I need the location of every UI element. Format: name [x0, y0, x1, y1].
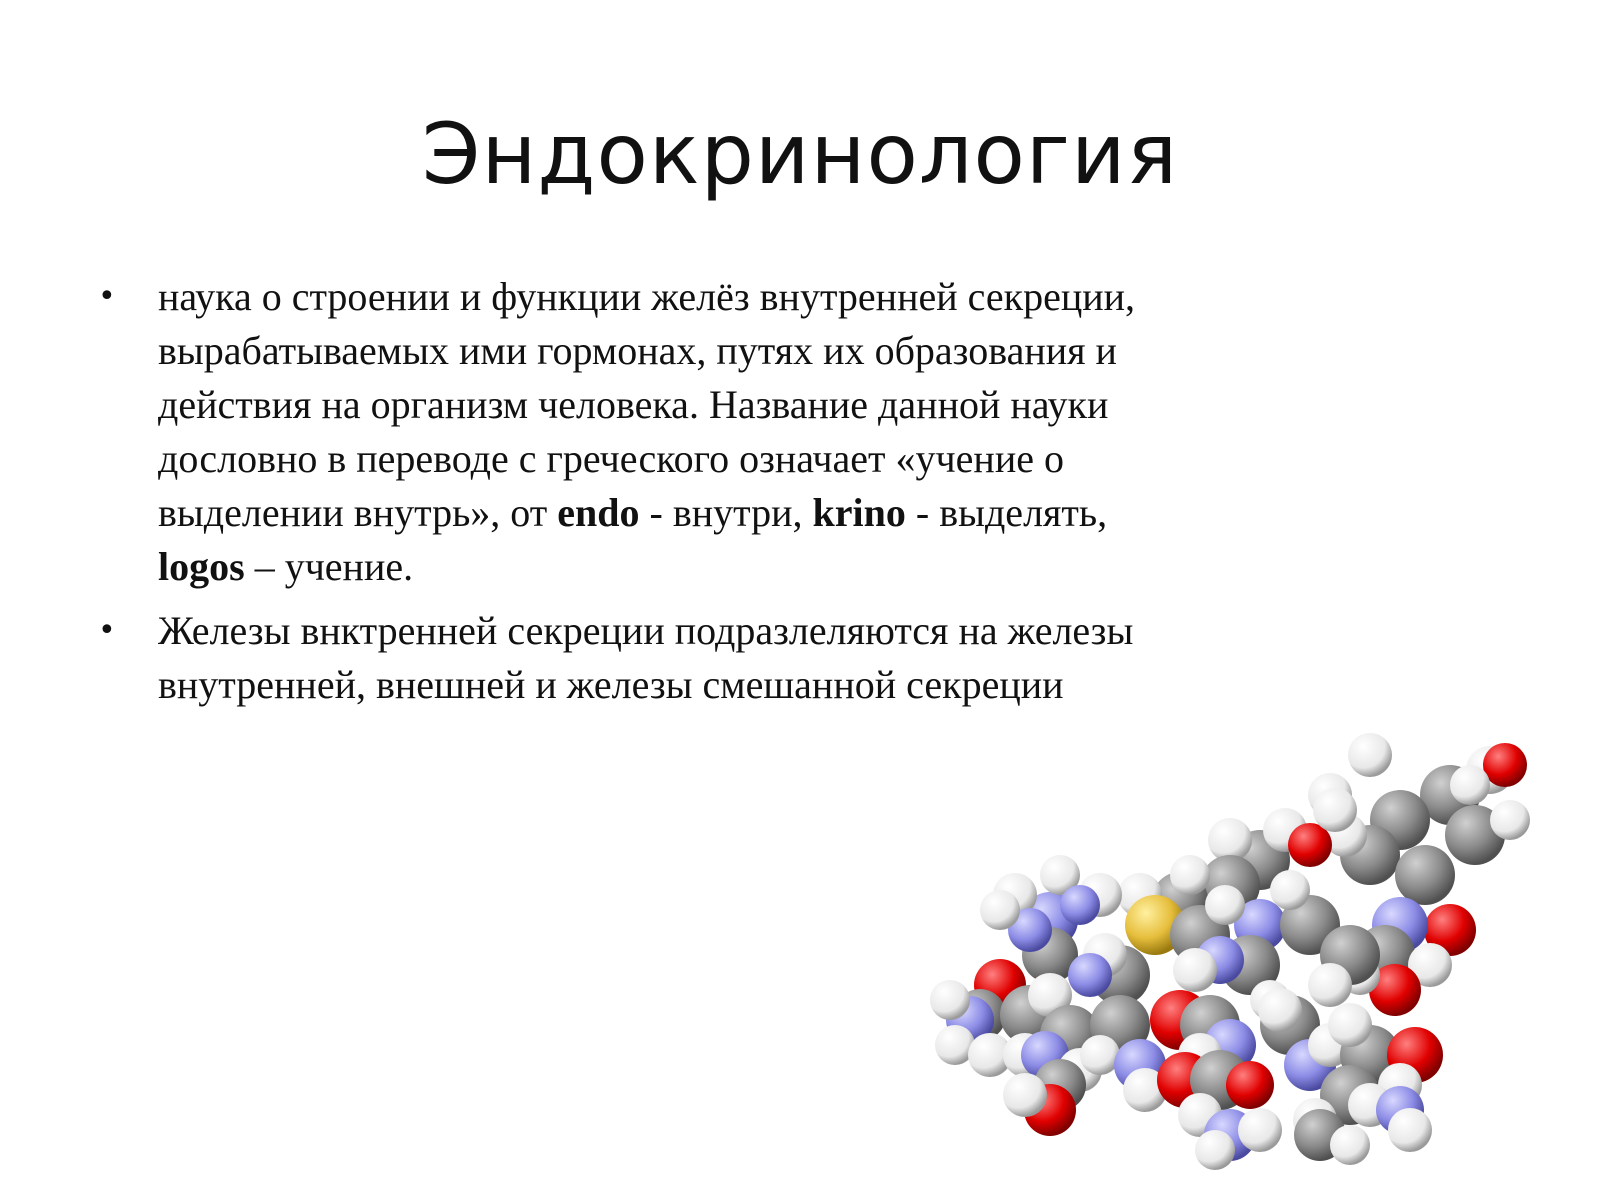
hydrogen-atom	[1270, 870, 1310, 910]
oxygen-atom	[1226, 1061, 1274, 1109]
bullet-list	[90, 270, 1170, 722]
hydrogen-atom	[1330, 1125, 1370, 1165]
slide-title: Эндокринология	[421, 105, 1179, 203]
term-endo: endo	[557, 490, 640, 535]
term-logos: logos	[158, 544, 245, 589]
hydrogen-atom	[1173, 948, 1217, 992]
hydrogen-atom	[1450, 765, 1490, 805]
hydrogen-atom	[1170, 855, 1210, 895]
hydrogen-atom	[1258, 988, 1302, 1032]
hydrogen-atom	[980, 890, 1020, 930]
text-segment: - внутри,	[639, 490, 813, 535]
hydrogen-atom	[1003, 1073, 1047, 1117]
nitrogen-atom	[1060, 885, 1100, 925]
hydrogen-atom	[1348, 733, 1392, 777]
molecule-model-icon	[930, 725, 1550, 1175]
bullet-marker: •	[98, 279, 116, 314]
hydrogen-atom	[1195, 1130, 1235, 1170]
hydrogen-atom	[1205, 885, 1245, 925]
bullet-text	[158, 274, 1135, 589]
hydrogen-atom	[1328, 1003, 1372, 1047]
carbon-atom	[1395, 845, 1455, 905]
hydrogen-atom	[1308, 963, 1352, 1007]
bullet-text: Железы внктренней секреции подразлеляются на железы внутренней, внешней и железы смешанной секреции	[158, 608, 1134, 707]
oxygen-atom	[1483, 743, 1527, 787]
term-krino: krino	[812, 490, 906, 535]
hydrogen-atom	[1388, 1108, 1432, 1152]
hydrogen-atom	[1238, 1108, 1282, 1152]
text-segment: наука о строении и функции желёз внутренней секреции, вырабатываемых ими гормонах, путях их образования и действия на организм человека. Название данной науки дословно в переводе с греческого означает «учение о выделении внутрь», от	[158, 274, 1136, 535]
hydrogen-atom	[1490, 800, 1530, 840]
hydrogen-atom	[930, 980, 970, 1020]
nitrogen-atom	[1068, 953, 1112, 997]
bullet-item	[90, 270, 1170, 594]
hydrogen-atom	[1313, 788, 1357, 832]
hydrogen-atom	[1080, 1035, 1120, 1075]
bullet-item	[90, 604, 1170, 712]
text-segment: - выделять,	[905, 490, 1108, 535]
bullet-marker: •	[98, 613, 116, 648]
text-segment: – учение.	[244, 544, 414, 589]
